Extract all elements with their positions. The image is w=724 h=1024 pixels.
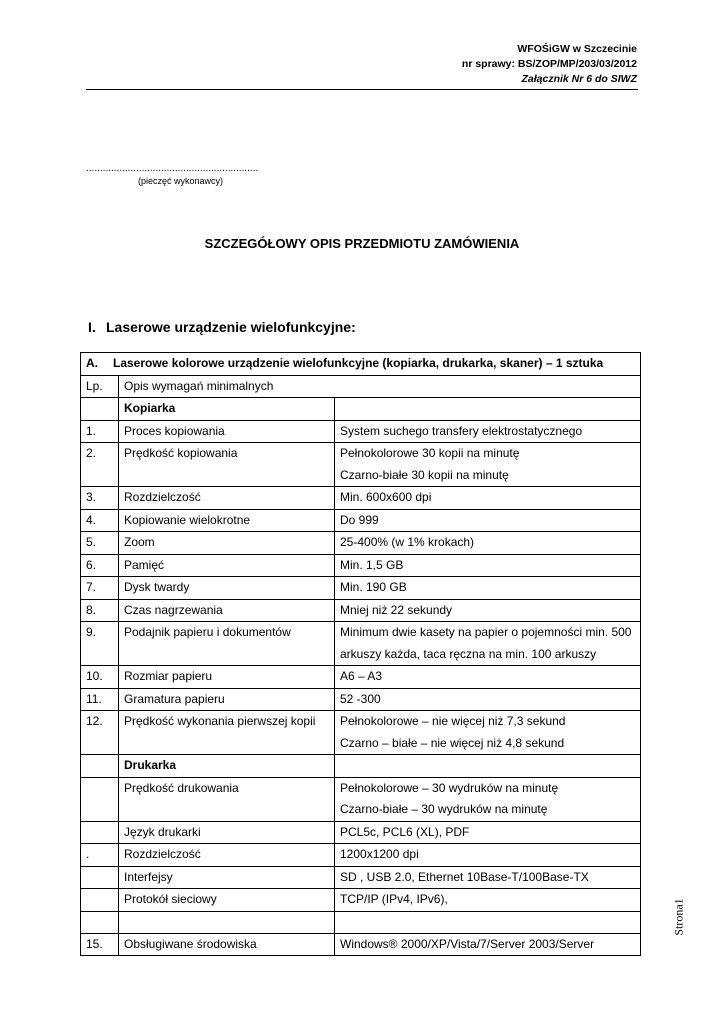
- table-row: [81, 599, 641, 622]
- row-number: [81, 777, 119, 821]
- row-parameter: Prędkość drukowania: [119, 777, 335, 821]
- row-number: 10.: [81, 666, 119, 689]
- row-parameter: Czas nagrzewania: [119, 599, 335, 622]
- row-value: [335, 599, 641, 622]
- row-value-line: Min. 1,5 GB: [340, 557, 404, 572]
- stamp-label: (pieczęć wykonawcy): [138, 176, 224, 186]
- row-value-line: Czarno-białe 30 kopii na minutę: [340, 467, 509, 482]
- col-desc: Opis wymagań minimalnych: [119, 375, 641, 398]
- printer-label: Drukarka: [119, 755, 335, 778]
- empty-cell: [335, 398, 641, 421]
- row-value-line: Czarno-białe – 30 wydruków na minutę: [340, 802, 548, 816]
- row-value-line: PCL5c, PCL6 (XL), PDF: [340, 824, 470, 839]
- table-header-text: Laserowe kolorowe urządzenie wielofunkcyjne (kopiarka, drukarka, skaner) – 1 sztuka: [113, 356, 604, 370]
- row-number: 5.: [81, 532, 119, 555]
- row-parameter: Obsługiwane środowiska: [119, 933, 335, 956]
- table-row: [81, 666, 641, 689]
- row-value: [335, 777, 641, 821]
- row-value: [335, 577, 641, 600]
- row-value: [335, 443, 641, 487]
- row-value-line: Min. 190 GB: [340, 580, 407, 594]
- copier-section-row: [81, 398, 641, 421]
- table-row: [81, 443, 641, 487]
- row-value: [335, 622, 641, 666]
- row-value-line: 25-400% (w 1% krokach): [340, 535, 475, 549]
- header-case-number: nr sprawy: BS/ZOP/MP/203/03/2012: [461, 58, 637, 70]
- table-row: [81, 554, 641, 577]
- column-heads-row: [81, 375, 641, 398]
- printer-rows: [81, 777, 641, 956]
- table-row: [81, 821, 641, 844]
- page-label-text: Strona1: [671, 898, 686, 936]
- table-row: [81, 420, 641, 443]
- section-heading: [88, 319, 356, 335]
- row-parameter: Język drukarki: [119, 821, 335, 844]
- row-parameter: Rozdzielczość: [119, 844, 335, 867]
- row-value: [335, 711, 641, 755]
- row-value-line: SD , USB 2.0, Ethernet 10Base-T/100Base-TX: [340, 869, 589, 884]
- printer-section-row: [81, 755, 641, 778]
- row-parameter: Dysk twardy: [119, 577, 335, 600]
- row-value-line: Mniej niż 22 sekundy: [340, 602, 453, 617]
- row-value: [335, 554, 641, 577]
- row-parameter: Gramatura papieru: [119, 688, 335, 711]
- table-row: [81, 933, 641, 956]
- row-parameter: Podajnik papieru i dokumentów: [119, 622, 335, 666]
- row-value-line: Pełnokolorowe 30 kopii na minutę: [340, 446, 520, 460]
- section-number: I.: [88, 319, 96, 335]
- row-number: 11.: [81, 688, 119, 711]
- row-number: [81, 889, 119, 912]
- row-value-line: 1200x1200 dpi: [340, 847, 419, 861]
- row-parameter: Protokół sieciowy: [119, 889, 335, 912]
- row-number: [81, 821, 119, 844]
- row-number: 12.: [81, 711, 119, 755]
- table-row: [81, 622, 641, 666]
- row-value-line: Do 999: [340, 512, 379, 527]
- row-value-line: A6 – A3: [340, 669, 383, 683]
- row-value: [335, 889, 641, 912]
- row-parameter: Prędkość kopiowania: [119, 443, 335, 487]
- row-value-line: System suchego transfery elektrostatycznego: [340, 423, 583, 438]
- row-parameter: Prędkość wykonania pierwszej kopii: [119, 711, 335, 755]
- empty-cell: [81, 755, 119, 778]
- row-value-line: Windows® 2000/XP/Vista/7/Server 2003/Server: [340, 936, 595, 951]
- table-row: [81, 688, 641, 711]
- empty-cell: [119, 911, 335, 933]
- table-row: [81, 532, 641, 555]
- empty-cell: [81, 398, 119, 421]
- row-value: [335, 509, 641, 532]
- header-institution: WFOŚiGW w Szczecinie: [517, 43, 637, 55]
- table-row: [81, 844, 641, 867]
- table-header-row: [81, 353, 641, 376]
- row-value-line: Minimum dwie kasety na papier o pojemności min. 500: [340, 625, 632, 639]
- table-row: [81, 866, 641, 889]
- row-number: 7.: [81, 577, 119, 600]
- row-number: 3.: [81, 487, 119, 510]
- row-value: [335, 532, 641, 555]
- stamp-dotted-line: ..............................................................: [86, 163, 259, 174]
- row-value: [335, 933, 641, 956]
- section-title: Laserowe urządzenie wielofunkcyjne:: [106, 319, 356, 335]
- copier-rows: [81, 420, 641, 755]
- row-value-line: TCP/IP (IPv4, IPv6),: [340, 892, 448, 906]
- row-parameter: Proces kopiowania: [119, 420, 335, 443]
- table-row: [81, 777, 641, 821]
- table-letter: A.: [86, 356, 98, 370]
- row-value-line: arkuszy każda, taca ręczna na min. 100 arkuszy: [340, 646, 597, 661]
- empty-row: [81, 911, 641, 933]
- table-row: [81, 509, 641, 532]
- page-side-label: [670, 894, 688, 940]
- empty-cell: [335, 755, 641, 778]
- row-number: 4.: [81, 509, 119, 532]
- table-row: [81, 577, 641, 600]
- row-value: [335, 821, 641, 844]
- row-value-line: 52 -300: [340, 691, 381, 706]
- row-parameter: Zoom: [119, 532, 335, 555]
- table-row: [81, 711, 641, 755]
- document-title: SZCZEGÓŁOWY OPIS PRZEDMIOTU ZAMÓWIENIA: [204, 236, 520, 251]
- row-number: 9.: [81, 622, 119, 666]
- header-attachment: Załącznik Nr 6 do SIWZ: [521, 73, 637, 85]
- table-row: [81, 487, 641, 510]
- row-parameter: Pamięć: [119, 554, 335, 577]
- row-value-line: Czarno – białe – nie więcej niż 4,8 sekund: [340, 735, 565, 750]
- empty-cell: [81, 911, 119, 933]
- row-value-line: Pełnokolorowe – nie więcej niż 7,3 sekund: [340, 714, 566, 728]
- row-parameter: Rozmiar papieru: [119, 666, 335, 689]
- row-value-line: Pełnokolorowe – 30 wydruków na minutę: [340, 780, 559, 795]
- row-value: [335, 666, 641, 689]
- row-number: 6.: [81, 554, 119, 577]
- copier-label: Kopiarka: [119, 398, 335, 421]
- row-value: [335, 420, 641, 443]
- row-value: [335, 688, 641, 711]
- spec-table: [80, 352, 641, 956]
- row-number: 8.: [81, 599, 119, 622]
- row-number: .: [81, 844, 119, 867]
- header-rule: [86, 89, 638, 90]
- row-parameter: Rozdzielczość: [119, 487, 335, 510]
- row-number: 2.: [81, 443, 119, 487]
- row-number: 15.: [81, 933, 119, 956]
- row-value: [335, 866, 641, 889]
- col-lp: Lp.: [81, 375, 119, 398]
- row-value-line: Min. 600x600 dpi: [340, 490, 432, 504]
- table-row: [81, 889, 641, 912]
- row-number: [81, 866, 119, 889]
- row-number: 1.: [81, 420, 119, 443]
- row-parameter: Kopiowanie wielokrotne: [119, 509, 335, 532]
- row-parameter: Interfejsy: [119, 866, 335, 889]
- row-value: [335, 844, 641, 867]
- empty-cell: [335, 911, 641, 933]
- row-value: [335, 487, 641, 510]
- table-header-cell: [81, 353, 641, 376]
